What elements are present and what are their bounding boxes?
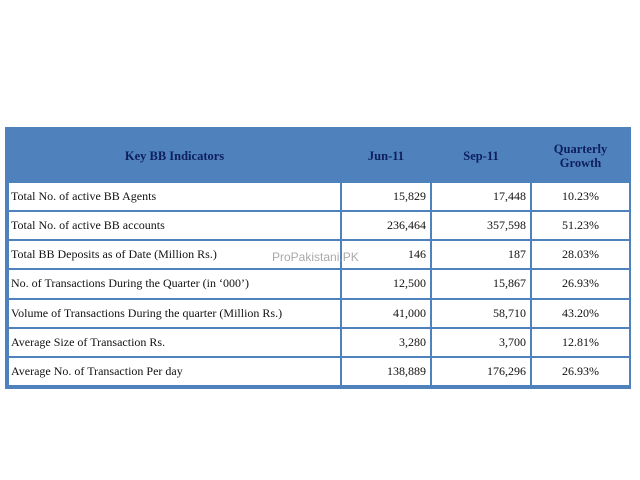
row-jun-value: 236,464 xyxy=(342,212,430,239)
row-sep-value: 58,710 xyxy=(432,300,530,327)
row-label: Total No. of active BB Agents xyxy=(9,183,340,210)
header-growth-line2: Growth xyxy=(559,156,602,170)
row-growth-value: 10.23% xyxy=(532,183,629,210)
row-label: Average Size of Transaction Rs. xyxy=(9,329,340,356)
row-label: Total BB Deposits as of Date (Million Rs.) xyxy=(9,241,340,268)
table-row xyxy=(9,241,629,268)
header-indicator: Key BB Indicators xyxy=(9,131,340,181)
row-jun-value: 15,829 xyxy=(342,183,430,210)
row-label: Average No. of Transaction Per day xyxy=(9,358,340,385)
row-jun-value: 41,000 xyxy=(342,300,430,327)
table-row xyxy=(9,183,629,210)
bb-indicators-table xyxy=(7,129,631,387)
row-sep-value: 357,598 xyxy=(432,212,530,239)
header-sep-11: Sep-11 xyxy=(432,131,530,181)
header-jun-11: Jun-11 xyxy=(342,131,430,181)
row-growth-value: 28.03% xyxy=(532,241,629,268)
row-growth-value: 26.93% xyxy=(532,358,629,385)
bb-indicators-table-frame xyxy=(5,127,631,389)
row-jun-value: 12,500 xyxy=(342,270,430,297)
header-growth-line1: Quarterly xyxy=(553,142,608,156)
row-label: Total No. of active BB accounts xyxy=(9,212,340,239)
row-jun-value: 146 xyxy=(342,241,430,268)
row-growth-value: 51.23% xyxy=(532,212,629,239)
table-header-row xyxy=(9,131,629,181)
table-row xyxy=(9,300,629,327)
row-sep-value: 15,867 xyxy=(432,270,530,297)
table-row xyxy=(9,329,629,356)
table-row xyxy=(9,212,629,239)
row-jun-value: 3,280 xyxy=(342,329,430,356)
row-growth-value: 26.93% xyxy=(532,270,629,297)
row-sep-value: 17,448 xyxy=(432,183,530,210)
header-quarterly-growth xyxy=(532,131,629,181)
row-growth-value: 12.81% xyxy=(532,329,629,356)
row-jun-value: 138,889 xyxy=(342,358,430,385)
row-sep-value: 176,296 xyxy=(432,358,530,385)
table-row xyxy=(9,358,629,385)
watermark-text: ProPakistani.PK xyxy=(272,250,359,264)
row-sep-value: 3,700 xyxy=(432,329,530,356)
row-growth-value: 43.20% xyxy=(532,300,629,327)
row-label: Volume of Transactions During the quarter (Million Rs.) xyxy=(9,300,340,327)
row-sep-value: 187 xyxy=(432,241,530,268)
table-row xyxy=(9,270,629,297)
row-label: No. of Transactions During the Quarter (in ‘000’) xyxy=(9,270,340,297)
